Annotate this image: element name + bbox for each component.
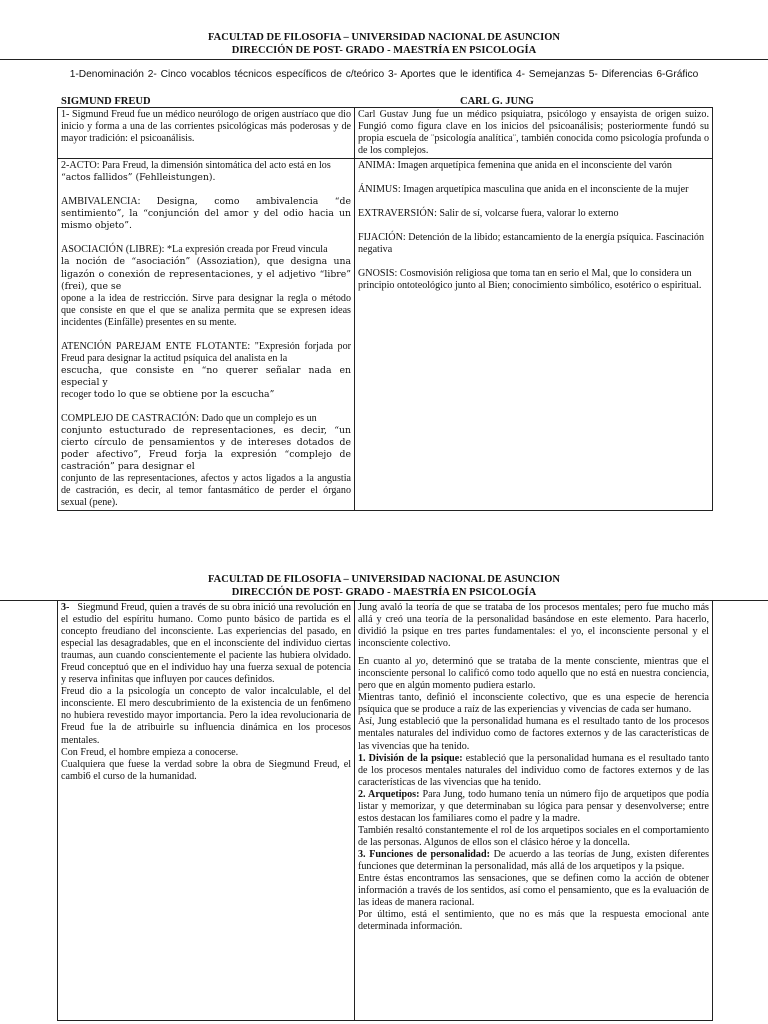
jung-aportes-p6: Entre éstas encontramos las sensaciones, que se definen como la acción de obtener información a través de los sentidos, así como el pensamiento, que es la evaluación de las ideas de manera racional. — [358, 873, 709, 909]
jung-intro-text: Carl Gustav Jung fue un médico psiquiatra, psicólogo y ensayista de origen suizo. Fungió como figura clave en los inicios del psicoanálisis; posteriormente fundó su propia escuela de ¨psicología analítica¨, también conocida como psicología profunda o de los complejos. — [358, 109, 709, 157]
page2-left-rule — [0, 600, 57, 601]
page2-title-line2: DIRECCIÓN DE POST- GRADO - MAESTRÍA EN PSICOLOGÍA — [231, 587, 537, 598]
term-animus: ÁNIMUS: Imagen arquetípica masculina que anida en el inconsciente de la mujer — [358, 184, 689, 196]
term-complejo-c: conjunto de las representaciones, afectos y actos ligados a la angustia de castración, es decir, al temor fantasmático de perder el órgano sexual (pene). — [61, 473, 351, 509]
jung-heading-2: 2. Arquetipos: — [358, 788, 420, 800]
jung-aportes-p5: También resaltó constantemente el rol de los arquetipos sociales en el comportamiento de las personas. Algunos de ellos son el clásico héroe y la doncella. — [358, 824, 709, 848]
jung-intro-cell — [355, 108, 713, 159]
term-fijacion: FIJACIÓN: Detención de la libido; estancamiento de la energía psíquica. Fascinación negativa — [358, 232, 704, 256]
term-ambivalencia-label: AMBIVALENCIA: — [61, 196, 157, 208]
page2-comparison-table — [57, 600, 713, 1021]
page2-right-rule — [712, 600, 768, 601]
freud-aportes-p2: Freud dio a la psicología un concepto de valor incalculable, el del inconsciente. El mero descubrimiento de la existencia de un fen6meno no hubiera revestido mayor importancia. Pero la idea revolucionaria de Freud fue la de atribuirle su influencia dinámica en los procesos mentales. — [61, 686, 351, 746]
jung-aportes-p2a: En cuanto al — [358, 656, 417, 668]
term-acto-b: “actos fallidos” (Fehlleistungen). — [61, 172, 216, 184]
term-atencion-b: escucha, que consiste en “no querer señalar nada en especial y — [61, 364, 351, 388]
page1-title-line1: FACULTAD DE FILOSOFIA – UNIVERSIDAD NACIONAL DE ASUNCION — [208, 32, 560, 43]
page1-comparison-table — [57, 107, 713, 511]
freud-intro-cell — [58, 108, 355, 159]
term-complejo-a: COMPLEJO DE CASTRACIÓN: Dado que un complejo es un — [61, 412, 317, 424]
jung-aportes-p2c: , determinó que se trataba de la mente consciente, mientras que el inconsciente personal lo calificó como todo aquello que no está en nuestra conciencia, pero que en algún momento pudiera estarlo. — [358, 656, 709, 692]
term-ambivalencia-def: Designa, como ambivalencia “de sentimiento”, la “conjunción del amor y del odio hacia un mismo objeto”. — [61, 196, 351, 232]
jung-column-header: CARL G. JUNG — [460, 96, 534, 107]
jung-aportes-p3: Mientras tanto, definió el inconsciente colectivo, que es una especie de herencia psíquica que se produce a raíz de las experiencias y vivencias de cada ser humano. — [358, 692, 709, 716]
jung-text-2: Para Jung, todo humano tenía un número fijo de arquetipos que podía listar y memorizar, y que determinaban su lógica para pensar y desenvolverse; entre estos destacan los familiares como el padre y la madre. — [358, 788, 710, 824]
term-extraversion: EXTRAVERSIÓN: Salir de sí, volcarse fuera, valorar lo externo — [358, 208, 619, 220]
term-complejo-b: conjunto estucturado de representaciones, es decir, “un cierto círculo de pensamientos y de intereses dotados de poder afectivo”, Freud forja la expresión “complejo de castración” para designar el — [61, 425, 351, 473]
freud-aportes-p4: Cualquiera que fuese la verdad sobre la obra de Siegmund Freud, el cambi6 el curso de la humanidad. — [61, 758, 351, 782]
term-asociacion-b: la noción de “asociación” (Assoziation), que designa una ligazón o conexión de representaciones, y el adjetivo “libre” (frei), que se — [61, 256, 351, 292]
term-atencion-d: todo lo que se obtiene por la escucha” — [93, 388, 275, 400]
term-acto-a: 2-ACTO: Para Freud, la dimensión sintomática del acto está en los — [61, 160, 331, 172]
freud-aportes-p1: Siegmund Freud, quien a través de su obra inició una revolución en el estudio del espíritu humano. Como punto básico de partida es el concepto freudiano del inconsciente. Las experiencias del pasado, en especial las desagradables, que en el inconsciente del individuo ciertas traumas, aun cuando conscientemente el paciente las hubiera olvidado. Freud conceptuó que en el individuo hay una fuerza sexual de potencia y reserva infinitas que influyen por cauces definidos. — [61, 602, 351, 686]
criteria-list: 1-Denominación 2- Cinco vocablos técnicos específicos de c/teórico 3- Aportes que le identifica 4- Semejanzas 5- Diferencias 6-Gráfico — [69, 69, 699, 80]
jung-text-3: De acuerdo a las teorías de Jung, existen diferentes funciones que determinan la personalidad, más allá de los arquetipos y la psique. — [358, 848, 710, 872]
page1-header-rule — [0, 59, 768, 60]
term-atencion-a: ATENCIÓN PAREJAM ENTE FLOTANTE: "Expresión forjada por Freud para designar la actitud psíquica del analista en la — [61, 340, 351, 364]
page2-title-line1: FACULTAD DE FILOSOFIA – UNIVERSIDAD NACIONAL DE ASUNCION — [208, 574, 560, 585]
term-anima: ANIMA: Imagen arquetípica femenina que anida en el inconsciente del varón — [358, 160, 672, 172]
jung-aportes-p4: Así, Jung estableció que la personalidad humana es el resultado tanto de los procesos mentales naturales del individuo como de factores externos y de las características de las vivencias que ha tenido. — [358, 716, 709, 752]
term-atencion-c: recoger — [61, 388, 94, 400]
jung-aportes-p2b: yo — [416, 656, 426, 668]
jung-aportes-cell — [355, 601, 713, 1021]
freud-aportes-cell — [58, 601, 355, 1021]
jung-text-1: estableció que la personalidad humana es el resultado tanto de los procesos mentales naturales del individuo como de factores externos y de las características de las vivencias que ha tenido. — [358, 752, 709, 788]
jung-heading-3: 3. Funciones de personalidad: — [358, 848, 490, 860]
term-asociacion-a: ASOCIACIÓN (LIBRE): *La expresión creada por Freud vincula — [61, 244, 328, 256]
freud-column-header: SIGMUND FREUD — [61, 96, 151, 107]
freud-terms-cell — [58, 159, 355, 511]
jung-heading-1: 1. División de la psique: — [358, 752, 463, 764]
freud-aportes-p3: Con Freud, el hombre empieza a conocerse. — [61, 746, 239, 758]
term-gnosis: GNOSIS: Cosmovisión religiosa que toma tan en serio el Mal, que lo considera un principio ontoteológico junto al Bien; conocimiento simbólico, esotérico o espiritual. — [358, 268, 702, 292]
section-number: 3- — [61, 602, 70, 613]
freud-intro-text: 1- Sigmund Freud fue un médico neurólogo de origen austríaco que dio inicio y forma a una de las corrientes psicológicas más poderosas y de mayor tradición: el psicoanálisis. — [61, 109, 351, 145]
jung-terms-cell — [355, 159, 713, 511]
jung-aportes-p7: Por último, está el sentimiento, que no es más que la respuesta emocional ante determinada información. — [358, 909, 709, 933]
jung-aportes-p1: Jung avaló la teoría de que se trataba de los procesos mentales; pero fue mucho más allá y creó una teoría de la personalidad basándose en este elemento. Para hacerlo, dividió la psique en tres partes fundamentales: el yo, el inconsciente personal y el inconsciente colectivo. — [358, 602, 709, 650]
term-asociacion-c: opone a la idea de restricción. Sirve para designar la regla o método que consiste en que el que se analiza permita que se expresen ideas incidentes (Einfälle) presentes en su mente. — [61, 292, 351, 328]
page1-title-line2: DIRECCIÓN DE POST- GRADO - MAESTRÍA EN PSICOLOGÍA — [231, 45, 537, 56]
